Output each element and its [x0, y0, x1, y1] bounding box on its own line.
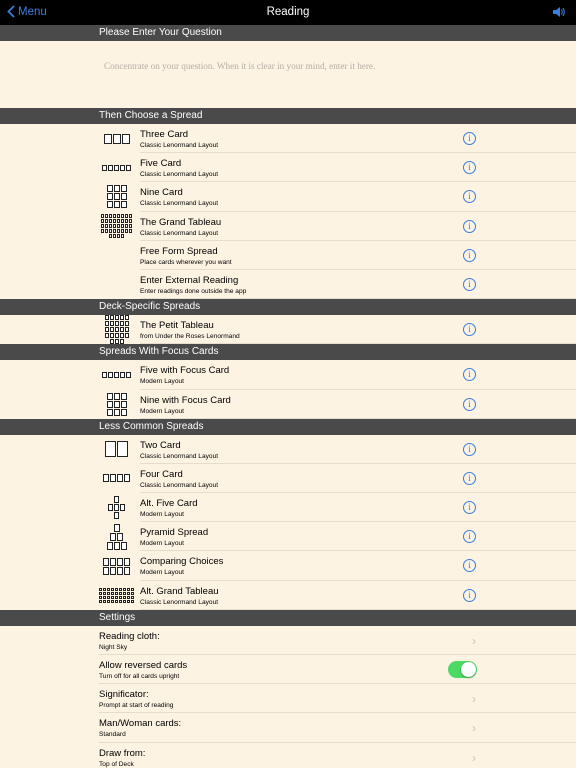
spread-title: Nine with Focus Card: [140, 394, 231, 406]
spread-row[interactable]: [0, 390, 576, 419]
info-icon[interactable]: i: [463, 278, 476, 291]
spread-subtitle: Modern Layout: [140, 569, 184, 577]
chevron-right-icon: ›: [472, 633, 476, 648]
page-title: Reading: [266, 6, 310, 18]
spread-row[interactable]: [0, 522, 576, 551]
spread-row[interactable]: [0, 435, 576, 464]
spread-row[interactable]: [0, 153, 576, 182]
setting-title: Draw from:: [99, 747, 146, 759]
spread-subtitle: Modern Layout: [140, 378, 184, 386]
spread-title: Five with Focus Card: [140, 365, 230, 377]
chevron-right-icon: ›: [472, 750, 476, 765]
setting-value: Top of Deck: [99, 760, 134, 768]
navigation-bar: [0, 0, 576, 25]
spread-layout-icon: [102, 493, 131, 522]
spread-header: Then Choose a Spread: [0, 108, 576, 124]
spread-subtitle: from Under the Roses Lenormand: [140, 333, 240, 341]
spread-layout-icon: [102, 551, 131, 580]
setting-row[interactable]: [0, 626, 576, 655]
setting-value: Prompt at start of reading: [99, 702, 174, 710]
spread-subtitle: Modern Layout: [140, 540, 184, 548]
spread-layout-icon: [102, 581, 131, 610]
spread-row[interactable]: [0, 493, 576, 522]
setting-row[interactable]: [0, 743, 576, 768]
spread-subtitle: Enter readings done outside the app: [140, 287, 247, 295]
info-icon[interactable]: i: [463, 161, 476, 174]
setting-title: Reading cloth:: [99, 630, 160, 642]
info-icon[interactable]: i: [463, 132, 476, 145]
spread-row[interactable]: [0, 182, 576, 211]
spread-title: Nine Card: [140, 187, 183, 199]
question-input[interactable]: Concentrate on your question. When it is clear in your mind, enter it here.: [104, 61, 376, 71]
setting-value: Standard: [99, 731, 126, 739]
back-label: Menu: [18, 5, 47, 18]
spread-layout-icon: [102, 390, 131, 419]
spread-subtitle: Classic Lenormand Layout: [140, 229, 219, 237]
info-icon[interactable]: i: [463, 559, 476, 572]
info-icon[interactable]: i: [463, 220, 476, 233]
spread-layout-icon: [102, 241, 131, 270]
setting-value: Turn off for all cards upright: [99, 673, 180, 680]
spread-layout-icon: [102, 522, 131, 551]
deck-header: Deck-Specific Spreads: [0, 299, 576, 315]
setting-row[interactable]: [0, 684, 576, 713]
spread-layout-icon: [102, 315, 131, 344]
spread-row[interactable]: [0, 551, 576, 580]
spread-subtitle: Modern Layout: [140, 407, 184, 415]
settings-header: Settings: [0, 610, 576, 626]
spread-layout-icon: [102, 360, 131, 389]
chevron-right-icon: ›: [472, 692, 476, 707]
spread-row[interactable]: [0, 241, 576, 270]
info-icon[interactable]: i: [463, 323, 476, 336]
spread-title: Three Card: [140, 129, 189, 140]
spread-subtitle: Place cards wherever you want: [140, 258, 232, 266]
reversed-cards-toggle[interactable]: [448, 661, 477, 678]
spread-title: The Petit Tableau: [140, 320, 214, 332]
spread-title: Free Form Spread: [140, 245, 218, 257]
info-icon[interactable]: i: [463, 589, 476, 602]
info-icon[interactable]: i: [463, 472, 476, 485]
spread-layout-icon: [102, 124, 131, 153]
spread-title: Two Card: [140, 439, 181, 451]
spread-title: Alt. Grand Tableau: [140, 585, 219, 597]
info-icon[interactable]: i: [463, 368, 476, 381]
spread-title: Four Card: [140, 468, 183, 480]
spread-row[interactable]: [0, 124, 576, 153]
spread-row[interactable]: [0, 212, 576, 241]
spread-subtitle: Classic Lenormand Layout: [140, 481, 219, 489]
spread-row[interactable]: [0, 360, 576, 389]
setting-row[interactable]: [0, 655, 576, 684]
spread-title: Enter External Reading: [140, 274, 239, 286]
speaker-icon[interactable]: [552, 6, 566, 18]
spread-title: Alt. Five Card: [140, 498, 198, 510]
info-icon[interactable]: i: [463, 190, 476, 203]
spread-layout-icon: [102, 153, 131, 182]
setting-title: Man/Woman cards:: [99, 718, 182, 730]
setting-value: Night Sky: [99, 643, 128, 651]
spread-title: The Grand Tableau: [140, 216, 222, 228]
spread-layout-icon: [102, 212, 131, 241]
row-divider: [140, 609, 576, 610]
spread-row[interactable]: [0, 270, 576, 299]
info-icon[interactable]: i: [463, 443, 476, 456]
setting-title: Significator:: [99, 689, 149, 701]
focus-header: Spreads With Focus Cards: [0, 344, 576, 360]
info-icon[interactable]: i: [463, 501, 476, 514]
spread-row[interactable]: [0, 315, 576, 344]
spread-layout-icon: [102, 464, 131, 493]
spread-title: Pyramid Spread: [140, 527, 209, 539]
spread-subtitle: Classic Lenormand Layout: [140, 200, 219, 208]
spread-layout-icon: [102, 182, 131, 211]
row-divider: [140, 298, 576, 299]
spread-row[interactable]: [0, 464, 576, 493]
spread-subtitle: Classic Lenormand Layout: [140, 452, 219, 460]
setting-row[interactable]: [0, 713, 576, 742]
info-icon[interactable]: i: [463, 530, 476, 543]
less-common-header: Less Common Spreads: [0, 419, 576, 435]
row-divider: [140, 418, 576, 419]
spread-subtitle: Classic Lenormand Layout: [140, 171, 219, 179]
info-icon[interactable]: i: [463, 249, 476, 262]
spread-subtitle: Classic Lenormand Layout: [140, 142, 219, 149]
setting-title: Allow reversed cards: [99, 660, 188, 671]
info-icon[interactable]: i: [463, 398, 476, 411]
spread-title: Comparing Choices: [140, 556, 224, 568]
row-divider: [140, 343, 576, 344]
spread-subtitle: Modern Layout: [140, 511, 184, 519]
toggle-knob: [461, 662, 476, 677]
spread-layout-icon: [102, 435, 131, 464]
question-header: Please Enter Your Question: [0, 25, 576, 41]
spread-subtitle: Classic Lenormand Layout: [140, 598, 219, 606]
chevron-right-icon: ›: [472, 721, 476, 736]
spread-row[interactable]: [0, 581, 576, 610]
spread-title: Five Card: [140, 158, 182, 170]
spread-layout-icon: [102, 270, 131, 299]
